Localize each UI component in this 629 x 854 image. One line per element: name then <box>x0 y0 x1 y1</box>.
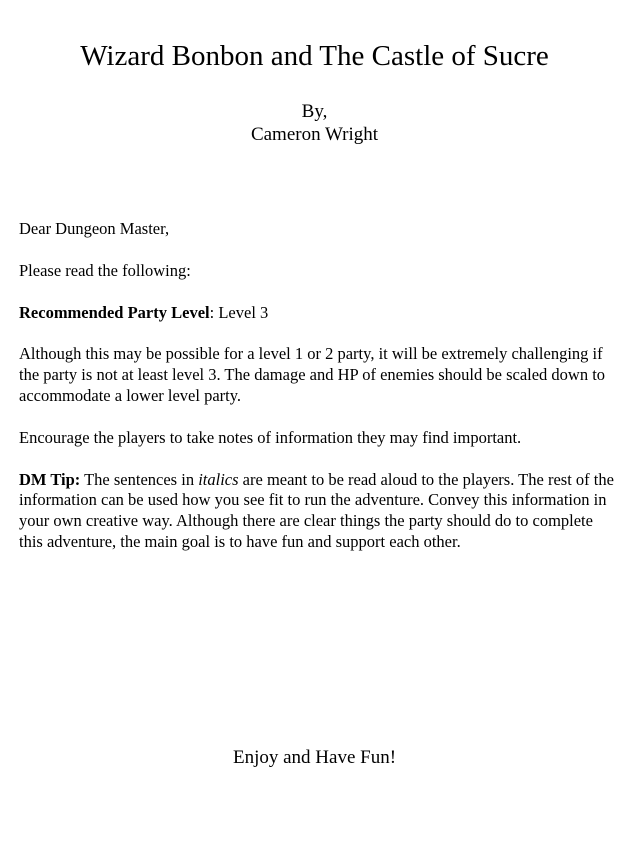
document-title: Wizard Bonbon and The Castle of Sucre <box>80 40 549 72</box>
recommended-level-label: Recommended Party Level <box>19 302 210 322</box>
dm-tip-text-after: are meant to be read aloud to the players. The rest of the information can be used how you see fit to run the adventure. Convey this information in your own creative way. Although there are clear things the party should do to complete this adventure, the main goal is to have fun and support each other. <box>19 469 614 551</box>
notes-paragraph: Encourage the players to take notes of information they may find important. <box>19 427 522 447</box>
document-body <box>19 219 615 574</box>
recommended-level <box>19 303 615 324</box>
dm-tip-paragraph <box>19 470 615 553</box>
recommended-level-separator: : <box>209 302 219 322</box>
closing-line: Enjoy and Have Fun! <box>232 747 397 768</box>
instruction-line: Please read the following: <box>19 260 191 280</box>
byline <box>0 100 629 146</box>
salutation: Dear Dungeon Master, <box>19 219 170 238</box>
by-label: By, <box>301 101 328 122</box>
dm-tip-label: DM Tip: <box>19 469 81 489</box>
difficulty-paragraph: Although this may be possible for a level 1 or 2 party, it will be extremely challenging if the party is not at least level 3. The damage and HP of enemies should be scaled down to accommodate a lower level party. <box>19 344 606 405</box>
dm-tip-text-before: The sentences in <box>80 469 199 489</box>
recommended-level-value: Level 3 <box>218 302 269 322</box>
dm-tip-italic-word: italics <box>198 469 239 489</box>
author-name: Cameron Wright <box>250 124 379 145</box>
